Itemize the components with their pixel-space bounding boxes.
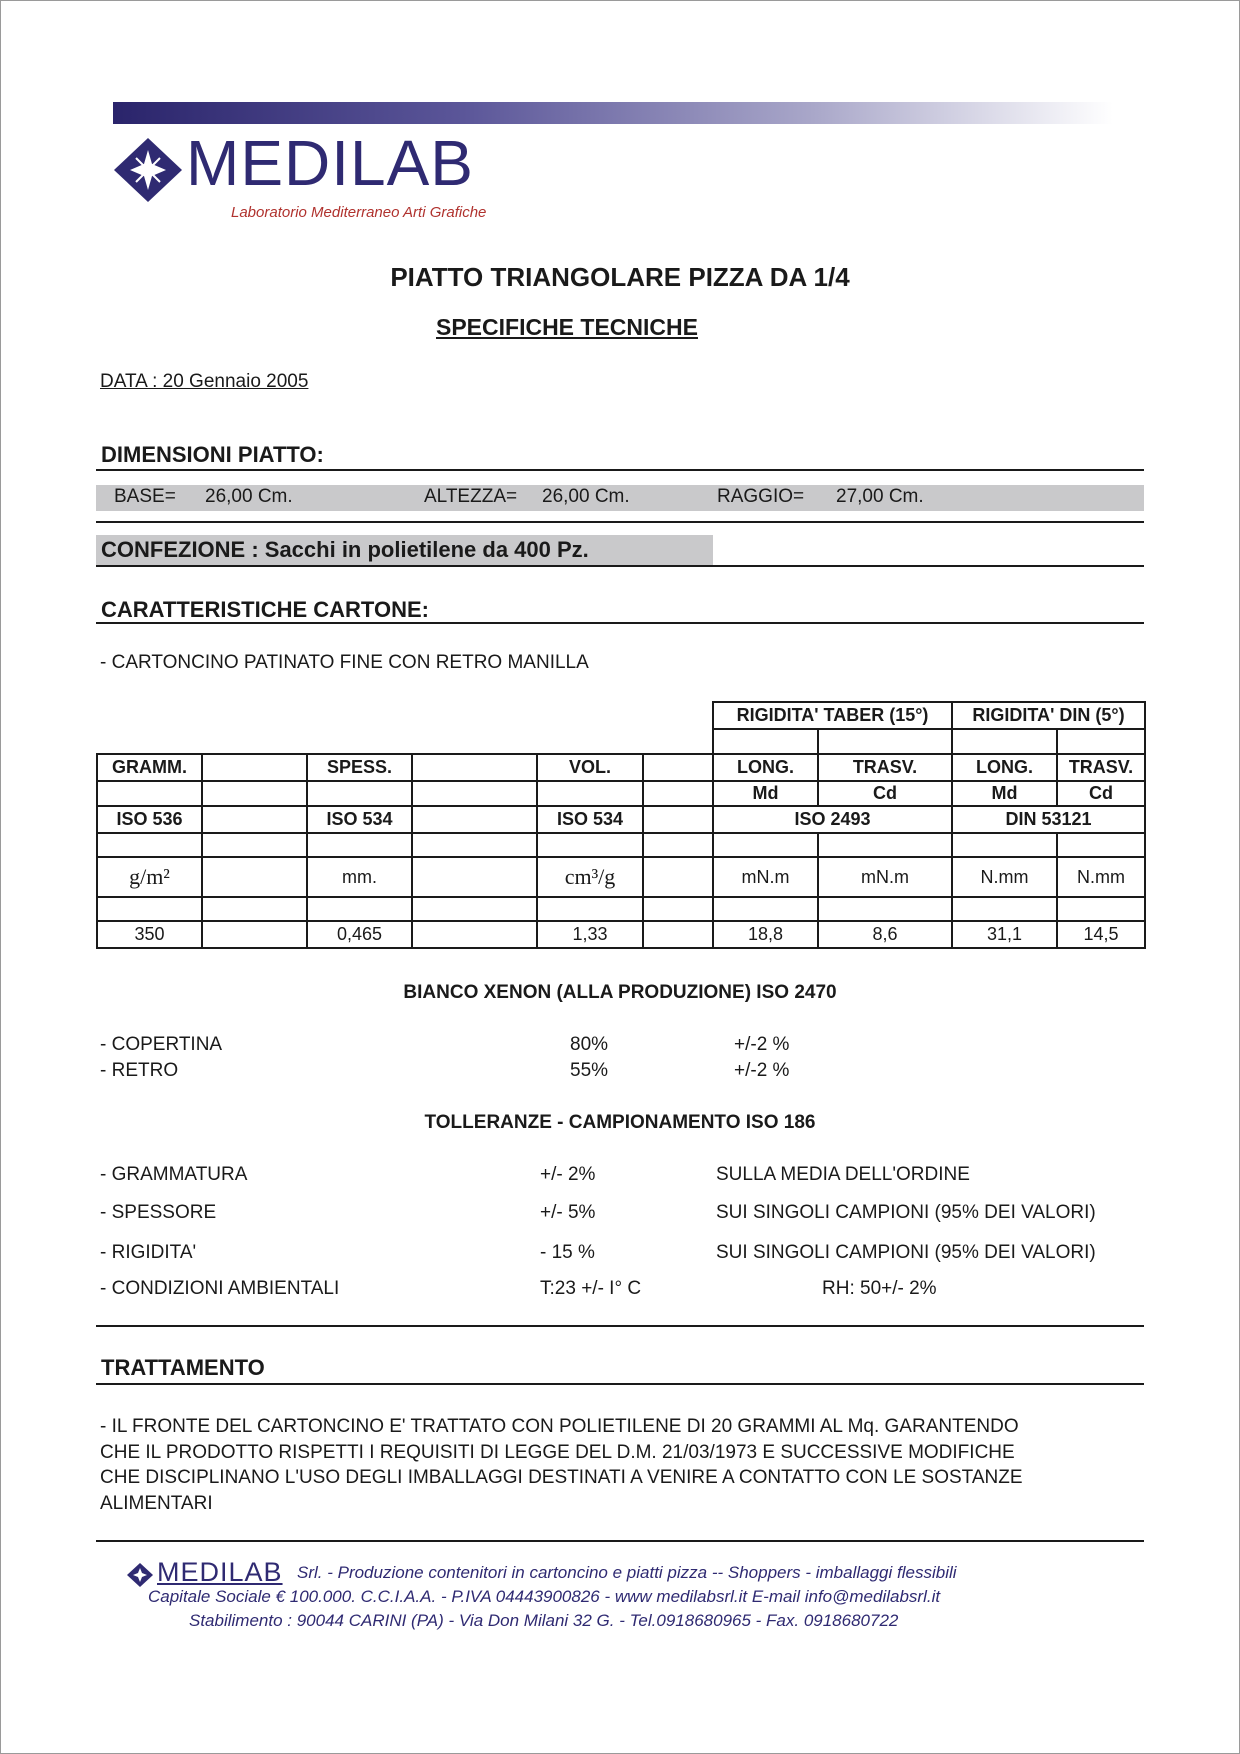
trattamento-paragraph [100,1414,1145,1516]
medilab-footer-logo-icon [126,1562,154,1588]
cartone-description: - CARTONCINO PATINATO FINE CON RETRO MANILLA [100,652,589,673]
bianco-value: 55% [570,1060,609,1081]
footer-line-1: Srl. - Produzione contenitori in cartoncino e piatti pizza -- Shoppers - imballaggi flessibili [297,1563,957,1582]
logo-subtitle: Laboratorio Mediterraneo Arti Grafiche [231,204,487,221]
page-subtitle: SPECIFICHE TECNICHE [436,314,698,340]
spec-table [96,701,1146,949]
tolleranze-heading: TOLLERANZE - CAMPIONAMENTO ISO 186 [424,1112,816,1133]
bianco-tolerance: +/-2 % [734,1060,790,1081]
table-cell: ISO 536 [97,806,202,833]
footer-line-3: Stabilimento : 90044 CARINI (PA) - Via Don Milani 32 G. - Tel.0918680965 - Fax. 0918680722 [189,1611,899,1630]
medilab-logo-icon [112,136,184,204]
table-cell: 0,465 [307,921,412,948]
header-gradient-bar [113,102,1113,124]
table-cell: ISO 534 [307,806,412,833]
bianco-label: - RETRO [100,1060,179,1081]
page-title: PIATTO TRIANGOLARE PIZZA DA 1/4 [390,262,850,292]
table-cell: 14,5 [1057,921,1145,948]
divider [96,565,1144,567]
table-cell: cm³/g [537,857,643,897]
bianco-label: - COPERTINA [100,1034,223,1055]
cartone-heading: CARATTERISTICHE CARTONE: [101,597,429,622]
rigidita-taber-header: RIGIDITA' TABER (15°) [713,702,952,729]
dimensions-heading: DIMENSIONI PIATTO: [101,442,324,467]
table-header: VOL. [537,754,643,781]
table-cell: N.mm [952,857,1057,897]
divider [96,1540,1144,1542]
raggio-label: RAGGIO= [717,486,805,507]
table-row [97,781,1145,806]
trattamento-line: - IL FRONTE DEL CARTONCINO E' TRATTATO CON POLIETILENE DI 20 GRAMMI AL Mq. GARANTENDO [100,1416,1019,1437]
table-cell: N.mm [1057,857,1145,897]
footer-line-2: Capitale Sociale € 100.000. C.C.I.A.A. - P.IVA 04443900826 - www medilabsrl.it E-mail info@medilabsrl.it [148,1587,941,1606]
tolleranza-note: SULLA MEDIA DELL'ORDINE [716,1164,970,1185]
tolleranza-label: - GRAMMATURA [100,1164,248,1185]
table-cell: mm. [307,857,412,897]
table-cell: ISO 2493 [713,806,952,833]
table-cell: g/m² [97,857,202,897]
footer-brand: MEDILAB [157,1557,283,1587]
table-cell: 18,8 [713,921,818,948]
table-cell: 1,33 [537,921,643,948]
base-value: 26,00 Cm. [205,486,293,507]
table-header: TRASV. [818,754,952,781]
table-cell: 8,6 [818,921,952,948]
altezza-value: 26,00 Cm. [542,486,630,507]
base-label: BASE= [114,486,176,507]
table-cell: Md [713,781,818,806]
altezza-label: ALTEZZA= [424,486,518,507]
divider [96,622,1144,624]
tolleranza-value: +/- 5% [540,1202,596,1223]
trattamento-heading: TRATTAMENTO [101,1355,265,1380]
table-header: LONG. [713,754,818,781]
trattamento-line: CHE DISCIPLINANO L'USO DEGLI IMBALLAGGI DESTINATI A VENIRE A CONTATTO CON LE SOSTANZE [100,1467,1023,1488]
table-header: LONG. [952,754,1057,781]
table-row [97,806,1145,833]
tolleranza-value: +/- 2% [540,1164,596,1185]
table-cell: mN.m [713,857,818,897]
tolleranza-label: - RIGIDITA' [100,1242,197,1263]
table-cell: DIN 53121 [952,806,1145,833]
table-cell: 350 [97,921,202,948]
tolleranza-note: RH: 50+/- 2% [822,1278,937,1299]
table-cell: 31,1 [952,921,1057,948]
tolleranza-label: - SPESSORE [100,1202,217,1223]
document-date: DATA : 20 Gennaio 2005 [100,371,309,392]
table-header: TRASV. [1057,754,1145,781]
table-cell: Cd [818,781,952,806]
logo-wordmark: MEDILAB [186,127,474,199]
trattamento-line: CHE IL PRODOTTO RISPETTI I REQUISITI DI LEGGE DEL D.M. 21/03/1973 E SUCCESSIVE MODIFICHE [100,1441,1015,1463]
table-row [97,857,1145,897]
table-cell: mN.m [818,857,952,897]
raggio-value: 27,00 Cm. [836,486,924,507]
tolleranza-note: SUI SINGOLI CAMPIONI (95% DEI VALORI) [716,1242,1096,1263]
tolleranza-label: - CONDIZIONI AMBIENTALI [100,1278,340,1299]
divider [96,1325,1144,1327]
tolleranza-note: SUI SINGOLI CAMPIONI (95% DEI VALORI) [716,1202,1096,1223]
table-cell: Cd [1057,781,1145,806]
tolleranza-value: T:23 +/- I° C [540,1278,642,1299]
divider [96,469,1144,471]
divider [96,1383,1144,1385]
bianco-tolerance: +/-2 % [734,1034,790,1055]
rigidita-din-header: RIGIDITA' DIN (5°) [952,702,1145,729]
table-header: GRAMM. [97,754,202,781]
table-cell: Md [952,781,1057,806]
table-header: SPESS. [307,754,412,781]
bianco-heading: BIANCO XENON (ALLA PRODUZIONE) ISO 2470 [403,982,837,1003]
table-row [97,921,1145,948]
tolleranza-value: - 15 % [540,1242,595,1263]
bianco-value: 80% [570,1034,609,1055]
confezione-text: CONFEZIONE : Sacchi in polietilene da 400 Pz. [101,537,589,562]
trattamento-line: ALIMENTARI [100,1492,213,1514]
divider [96,521,1144,523]
table-cell: ISO 534 [537,806,643,833]
table-row [97,754,1145,781]
